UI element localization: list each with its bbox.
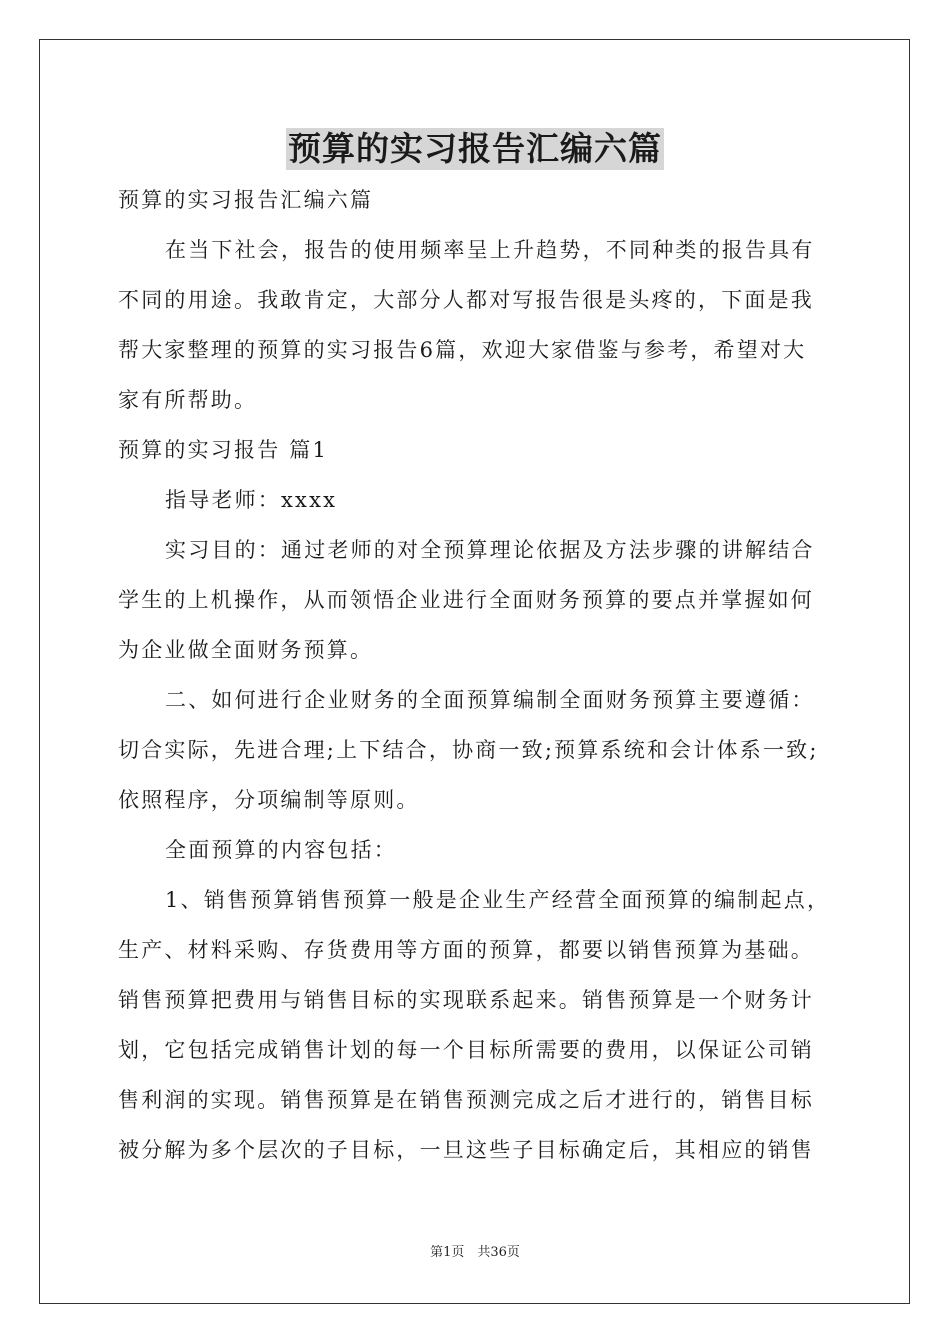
- paragraph-line: 全面预算的内容包括：: [165, 838, 397, 862]
- section-heading: 预算的实习报告 篇1: [118, 438, 329, 462]
- title-container: [0, 128, 950, 170]
- paragraph-line: 学生的上机操作，从而领悟企业进行全面财务预算的要点并掌握如何: [118, 588, 814, 612]
- paragraph-line: 实习目的：通过老师的对全预算理论依据及方法步骤的讲解结合: [165, 538, 815, 562]
- paragraph-line: 被分解为多个层次的子目标，一旦这些子目标确定后，其相应的销售: [118, 1138, 814, 1162]
- document-title: 预算的实习报告汇编六篇: [288, 129, 662, 168]
- paragraph-line: 帮大家整理的预算的实习报告6篇，欢迎大家借鉴与参考，希望对大: [118, 338, 807, 362]
- page-number-footer: 第1页 共36页: [430, 1245, 520, 1260]
- paragraph-line: 二、如何进行企业财务的全面预算编制全面财务预算主要遵循：: [165, 688, 815, 712]
- paragraph-line: 1、销售预算销售预算一般是企业生产经营全面预算的编制起点，: [165, 888, 831, 912]
- subtitle-line: 预算的实习报告汇编六篇: [118, 188, 374, 212]
- paragraph-line: 指导老师：xxxx: [165, 488, 338, 512]
- paragraph-line: 在当下社会，报告的使用频率呈上升趋势，不同种类的报告具有: [165, 238, 815, 262]
- paragraph-line: 依照程序，分项编制等原则。: [118, 788, 420, 812]
- paragraph-line: 为企业做全面财务预算。: [118, 638, 374, 662]
- paragraph-line: 生产、材料采购、存货费用等方面的预算，都要以销售预算为基础。: [118, 938, 814, 962]
- paragraph-line: 不同的用途。我敢肯定，大部分人都对写报告很是头疼的，下面是我: [118, 288, 814, 312]
- paragraph-line: 切合实际，先进合理;上下结合，协商一致;预算系统和会计体系一致;: [118, 738, 819, 762]
- paragraph-line: 售利润的实现。销售预算是在销售预测完成之后才进行的，销售目标: [118, 1088, 814, 1112]
- paragraph-line: 销售预算把费用与销售目标的实现联系起来。销售预算是一个财务计: [118, 988, 814, 1012]
- paragraph-line: 划，它包括完成销售计划的每一个目标所需要的费用，以保证公司销: [118, 1038, 814, 1062]
- paragraph-line: 家有所帮助。: [118, 388, 258, 412]
